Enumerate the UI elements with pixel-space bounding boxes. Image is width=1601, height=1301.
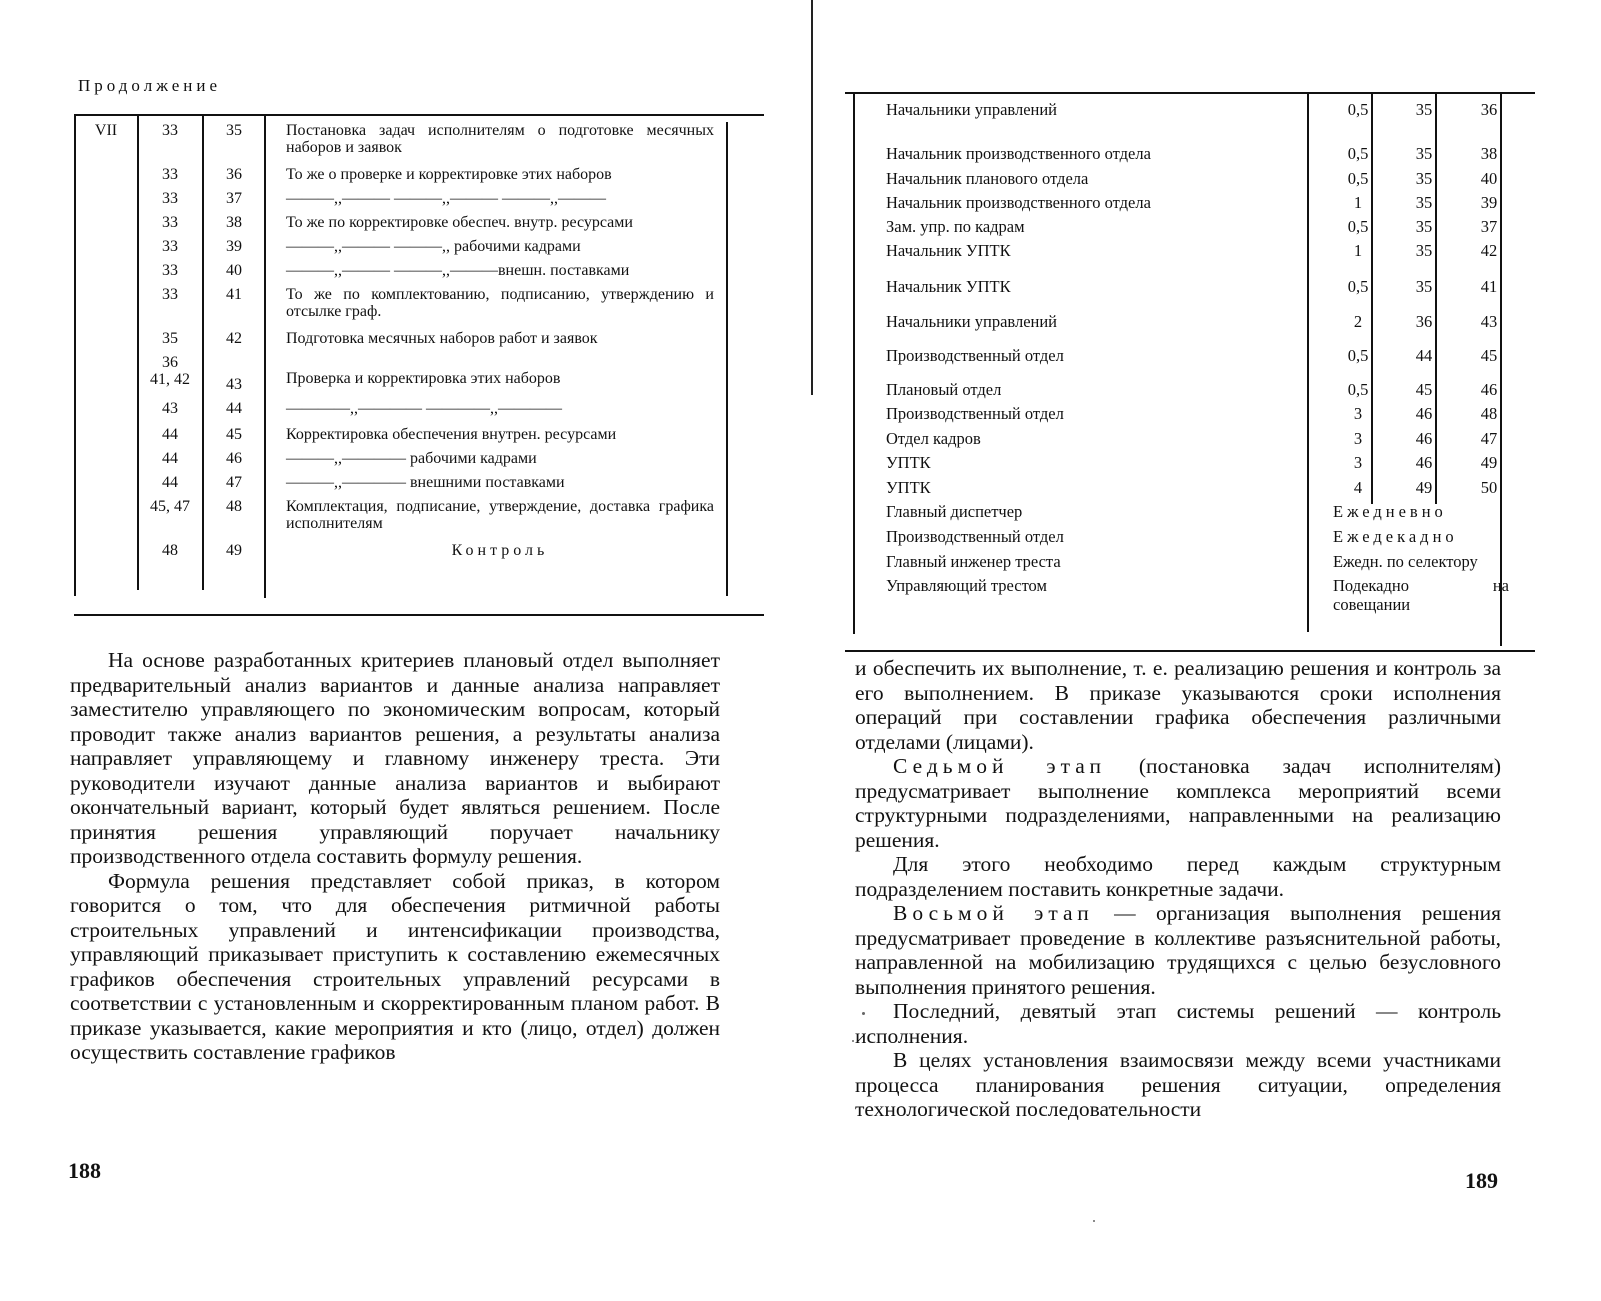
end-event-cell: 43 xyxy=(1480,312,1498,331)
paragraph xyxy=(855,852,1501,901)
responsible-cell: УПТК xyxy=(886,453,931,472)
event-cell: 38 xyxy=(226,214,242,231)
end-event-cell: 42 xyxy=(1480,241,1498,260)
duration-cell: 0,5 xyxy=(1347,380,1369,399)
stage-lead: Восьмой этап xyxy=(893,901,1094,925)
paragraph: Формула решения представляет собой приказ, в котором говорится о том, что для обеспечения ритмичной работы строительных управлений и интенсификации производства, управляющий приказывает приступить к составлению ежемесячных графиков обеспечения строительных управлений ресурсами в соответствии с установленным и скорректированным планом работ. В приказе указывается, какие мероприятия и кто (лицо, отдел) должен осуществить составление графиков xyxy=(70,868,720,1064)
responsible-cell: Производственный отдел xyxy=(886,346,1064,365)
operation-cell: ————,,———— ————,,———— xyxy=(286,400,562,417)
duration-cell: 0,5 xyxy=(1347,144,1369,163)
paragraph: На основе разработанных критериев плановый отдел выполняет предварительный анализ вариантов и данные анализа направляет заместителю управляющего по экономическим вопросам, который проводит также анализ вариантов решения, а результаты анализа направляет управляющему и главному инженеру треста. Эти руководители изучают данные анализа вариантов и выбирают окончательный вариант, который будет являться решением. После принятия решения управляющий поручает начальнику производственного отдела составить формулу решения. xyxy=(70,648,720,868)
paragraph xyxy=(855,1048,1501,1122)
duration-cell: 0,5 xyxy=(1347,169,1369,188)
event-cell: 49 xyxy=(226,542,242,559)
right-body-text xyxy=(855,656,1501,1122)
responsible-cell: Плановый отдел xyxy=(886,380,1002,399)
start-event-cell: 35 xyxy=(1415,217,1433,236)
operation-cell: ———,,———— рабочими кадрами xyxy=(286,450,537,467)
operation-cell: Подготовка месячных наборов работ и заявок xyxy=(286,330,598,347)
schedule-table-left xyxy=(74,114,764,616)
frequency-cell: Ежедн. по селектору xyxy=(1333,552,1478,571)
event-cell: 42 xyxy=(226,330,242,347)
stage-cell: VII xyxy=(94,122,118,139)
responsible-cell: Зам. упр. по кадрам xyxy=(886,217,1025,236)
duration-cell: 3 xyxy=(1353,453,1363,472)
event-cell: 37 xyxy=(226,190,242,207)
table-column-divider xyxy=(264,116,266,598)
scan-speck xyxy=(862,1012,865,1015)
paragraph xyxy=(855,656,1501,754)
predecessor-cell: 45, 47 xyxy=(150,498,190,515)
predecessor-cell: 43 xyxy=(162,400,178,417)
responsible-cell: Отдел кадров xyxy=(886,429,981,448)
predecessor-cell: 44 xyxy=(162,474,178,491)
start-event-cell: 35 xyxy=(1415,169,1433,188)
end-event-cell: 37 xyxy=(1480,217,1498,236)
end-event-cell: 40 xyxy=(1480,169,1498,188)
predecessor-cell: 44 xyxy=(162,426,178,443)
operation-cell: ———,,——— ———,,——— ———,,——— xyxy=(286,190,606,207)
event-cell: 43 xyxy=(226,376,242,393)
table-continuation-heading: Продолжение xyxy=(78,76,222,95)
start-event-cell: 35 xyxy=(1415,193,1433,212)
duration-cell: 4 xyxy=(1353,478,1363,497)
predecessor-cell: 33 xyxy=(162,238,178,255)
table-column-divider xyxy=(202,116,204,590)
duration-cell: 0,5 xyxy=(1347,100,1369,119)
end-event-cell: 38 xyxy=(1480,144,1498,163)
frequency-cell: Ежедекадно xyxy=(1333,527,1458,546)
paragraph-text: (постановка задач исполнителям) предусматривает выполнение комплекса мероприятий всеми структурными подразделениями, направленными на реализацию решения. xyxy=(855,754,1501,852)
end-event-cell: 48 xyxy=(1480,404,1498,423)
paragraph xyxy=(855,999,1501,1048)
responsible-cell: Начальник УПТК xyxy=(886,277,1011,296)
start-event-cell: 35 xyxy=(1415,241,1433,260)
responsible-cell: Производственный отдел xyxy=(886,404,1064,423)
operation-cell: ———,,——— ———,, рабочими кадрами xyxy=(286,238,581,255)
paragraph-text: и обеспечить их выполнение, т. е. реализацию решения и контроль за его выполнением. В приказе указываются сроки исполнения операций при составлении графика обеспечения различными отделами (лицами). xyxy=(855,656,1501,754)
duration-cell: 1 xyxy=(1353,193,1363,212)
operation-cell: Постановка задач исполнителям о подготовке месячных наборов и заявок xyxy=(286,122,714,156)
end-event-cell: 47 xyxy=(1480,429,1498,448)
event-cell: 41 xyxy=(226,286,242,303)
predecessor-cell: 33 xyxy=(162,286,178,303)
responsible-cell: Начальник производственного отдела xyxy=(886,144,1151,163)
paragraph-text: Для этого необходимо перед каждым структурным подразделением поставить конкретные задачи. xyxy=(855,852,1501,901)
responsible-cell: УПТК xyxy=(886,478,931,497)
table-border-left xyxy=(74,116,76,596)
stage-lead: Седьмой этап xyxy=(893,754,1107,778)
predecessor-cell: 36 41, 42 xyxy=(150,354,190,388)
event-cell: 48 xyxy=(226,498,242,515)
responsible-cell: Главный инженер треста xyxy=(886,552,1061,571)
duration-cell: 3 xyxy=(1353,404,1363,423)
paragraph xyxy=(855,754,1501,852)
operation-cell: ———,,———— внешними поставками xyxy=(286,474,565,491)
start-event-cell: 46 xyxy=(1415,404,1433,423)
predecessor-cell: 33 xyxy=(162,214,178,231)
operation-cell: Корректировка обеспечения внутрен. ресурсами xyxy=(286,426,617,443)
event-cell: 44 xyxy=(226,400,242,417)
operation-cell: То же о проверке и корректировке этих наборов xyxy=(286,166,612,183)
event-cell: 40 xyxy=(226,262,242,279)
responsible-cell: Управляющий трестом xyxy=(886,576,1047,595)
page-number: 188 xyxy=(68,1158,101,1183)
start-event-cell: 45 xyxy=(1415,380,1433,399)
operation-cell: Комплектация, подписание, утверждение, доставка графика исполнителям xyxy=(286,498,714,532)
start-event-cell: 36 xyxy=(1415,312,1433,331)
responsible-cell: Начальник планового отдела xyxy=(886,169,1089,188)
predecessor-cell: 33 xyxy=(162,166,178,183)
event-cell: 35 xyxy=(226,122,242,139)
page-spine-line xyxy=(811,0,813,395)
event-cell: 36 xyxy=(226,166,242,183)
paragraph xyxy=(855,901,1501,999)
responsible-cell: Начальники управлений xyxy=(886,312,1058,331)
start-event-cell: 35 xyxy=(1415,277,1433,296)
left-page xyxy=(0,0,800,1301)
end-event-cell: 49 xyxy=(1480,453,1498,472)
predecessor-cell: 33 xyxy=(162,122,178,139)
responsible-cell: Начальник производственного отдела xyxy=(886,193,1151,212)
responsible-cell: Производственный отдел xyxy=(886,527,1064,546)
table-column-divider xyxy=(853,94,855,634)
frequency-cell: Ежедневно xyxy=(1333,502,1447,521)
event-cell: 47 xyxy=(226,474,242,491)
end-event-cell: 46 xyxy=(1480,380,1498,399)
scan-speck xyxy=(1093,1220,1095,1222)
responsible-cell: Начальники управлений xyxy=(886,100,1058,119)
operation-cell: То же по корректировке обеспеч. внутр. ресурсами xyxy=(286,214,633,231)
duration-cell: 0,5 xyxy=(1347,277,1369,296)
frequency-cell: Подекадно на совещании xyxy=(1333,576,1509,614)
responsible-cell: Главный диспетчер xyxy=(886,502,1023,521)
duration-cell: 0,5 xyxy=(1347,217,1369,236)
end-event-cell: 50 xyxy=(1480,478,1498,497)
start-event-cell: 46 xyxy=(1415,453,1433,472)
event-cell: 46 xyxy=(226,450,242,467)
operation-cell: ———,,——— ———,,———внешн. поставками xyxy=(286,262,630,279)
operation-cell: Проверка и корректировка этих наборов xyxy=(286,370,561,387)
start-event-cell: 46 xyxy=(1415,429,1433,448)
end-event-cell: 36 xyxy=(1480,100,1498,119)
start-event-cell: 35 xyxy=(1415,144,1433,163)
event-cell: 45 xyxy=(226,426,242,443)
predecessor-cell: 33 xyxy=(162,262,178,279)
event-cell: 39 xyxy=(226,238,242,255)
predecessor-cell: 35 xyxy=(162,330,178,347)
start-event-cell: 49 xyxy=(1415,478,1433,497)
start-event-cell: 35 xyxy=(1415,100,1433,119)
end-event-cell: 41 xyxy=(1480,277,1498,296)
duration-cell: 1 xyxy=(1353,241,1363,260)
page-number: 189 xyxy=(1465,1168,1498,1193)
predecessor-cell: 44 xyxy=(162,450,178,467)
scan-speck xyxy=(852,1040,854,1042)
table-column-divider xyxy=(137,116,139,590)
paragraph-text: — организация выполнения решения предусматривает проведение в коллективе разъяснительной работы, направленной на мобилизацию трудящихся с целью безусловного выполнения принятого решения. xyxy=(855,901,1501,999)
duration-cell: 2 xyxy=(1353,312,1363,331)
left-body-text xyxy=(70,648,720,1065)
duration-cell: 3 xyxy=(1353,429,1363,448)
predecessor-cell: 33 xyxy=(162,190,178,207)
operation-cell: То же по комплектованию, подписанию, утверждению и отсылке граф. xyxy=(286,286,714,320)
paragraph-text: Последний, девятый этап системы решений — контроль исполнения. xyxy=(855,999,1501,1048)
start-event-cell: 44 xyxy=(1415,346,1433,365)
schedule-table-right xyxy=(845,92,1535,652)
responsible-cell: Начальник УПТК xyxy=(886,241,1011,260)
operation-cell: Контроль xyxy=(451,542,549,559)
table-border-right xyxy=(726,122,728,596)
paragraph-text: В целях установления взаимосвязи между всеми участниками процесса планирования решения ситуации, определения технологической последовательности xyxy=(855,1048,1501,1121)
predecessor-cell: 48 xyxy=(162,542,178,559)
end-event-cell: 45 xyxy=(1480,346,1498,365)
duration-cell: 0,5 xyxy=(1347,346,1369,365)
end-event-cell: 39 xyxy=(1480,193,1498,212)
